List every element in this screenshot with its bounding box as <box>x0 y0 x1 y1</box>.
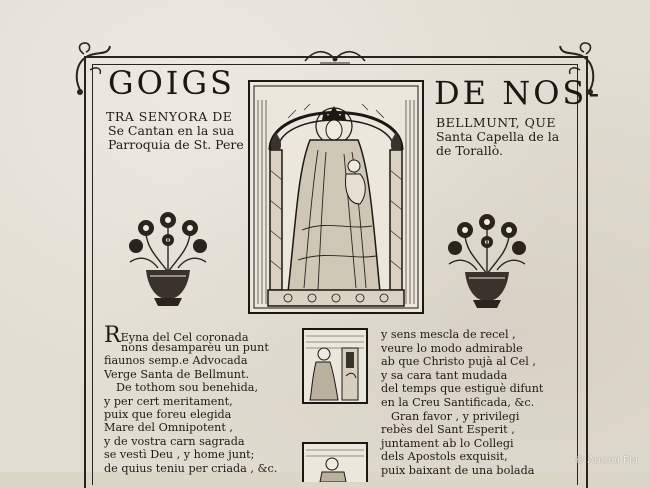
subtitle-left-1: TRA SENYORA DE <box>106 109 233 124</box>
verse-left-line-1: Eyna del Cel coronada <box>120 331 249 344</box>
saint-woodcut-icon <box>302 328 368 404</box>
title-right: DE NOS- <box>434 74 603 112</box>
watermark: © Antoni Pla <box>574 455 638 466</box>
second-woodcut-icon <box>302 442 368 482</box>
verse-right-line-10: dels Apostols exquisit, <box>381 450 508 464</box>
verse-right-line-11: puix baixant de una bolada <box>381 464 535 477</box>
verse-left-line-8: Mare del Omnipotent , <box>104 421 233 435</box>
verse-left-line-7: puix que foreu elegida <box>104 408 232 421</box>
verse-left-line-2: nons desamparèu un punt <box>121 341 269 354</box>
verse-right-line-4: y sa cara tant mudada <box>381 368 508 382</box>
subtitle-left-2: Se Cantan en la sua <box>108 123 235 138</box>
verse-right-line-8: rebès del Sant Esperit , <box>381 423 515 437</box>
flower-vase-left-icon <box>118 210 218 310</box>
drop-cap: R <box>104 323 121 348</box>
subtitle-left-3: Parroquia de St. Pere <box>108 137 244 152</box>
verse-left-line-9: y de vostra carn sagrada <box>104 434 245 448</box>
verse-left-line-5: De tothom sou benehida, <box>116 381 258 395</box>
subtitle-right-2: Santa Capella de la <box>436 129 560 144</box>
subtitle-right-3: de Torallò. <box>436 143 503 158</box>
verse-right-line-9: juntament ab lo Collegi <box>381 436 514 450</box>
verse-left-line-4: Verge Santa de Bellmunt. <box>104 367 250 381</box>
verse-left-line-11: de quius teniu per criada , &c. <box>104 461 278 475</box>
title-left: GOIGS <box>108 64 235 102</box>
verse-right-line-7: Gran favor , y privilegi <box>391 409 520 423</box>
verse-right-line-6: en la Creu Santificada, &c. <box>381 396 535 409</box>
verse-right-line-2: veure lo modo admirable <box>381 341 523 355</box>
verse-left-line-6: y per cert meritament, <box>104 394 233 408</box>
verse-right-line-5: del temps que estiguè difunt <box>381 382 544 396</box>
virgin-woodcut-icon <box>248 80 424 314</box>
verse-right-line-1: y sens mescla de recel , <box>381 328 516 341</box>
verse-left-line-3: fiaunos semp.e Advocada <box>104 354 248 368</box>
verse-right-line-3: ab que Christo pujà al Cel , <box>381 355 536 369</box>
subtitle-right-1: BELLMUNT, QUE <box>436 115 557 130</box>
verse-left-line-10: se vestì Deu , y home junt; <box>104 448 255 462</box>
flower-vase-right-icon <box>437 212 537 312</box>
top-center-ornament-icon <box>300 47 370 67</box>
